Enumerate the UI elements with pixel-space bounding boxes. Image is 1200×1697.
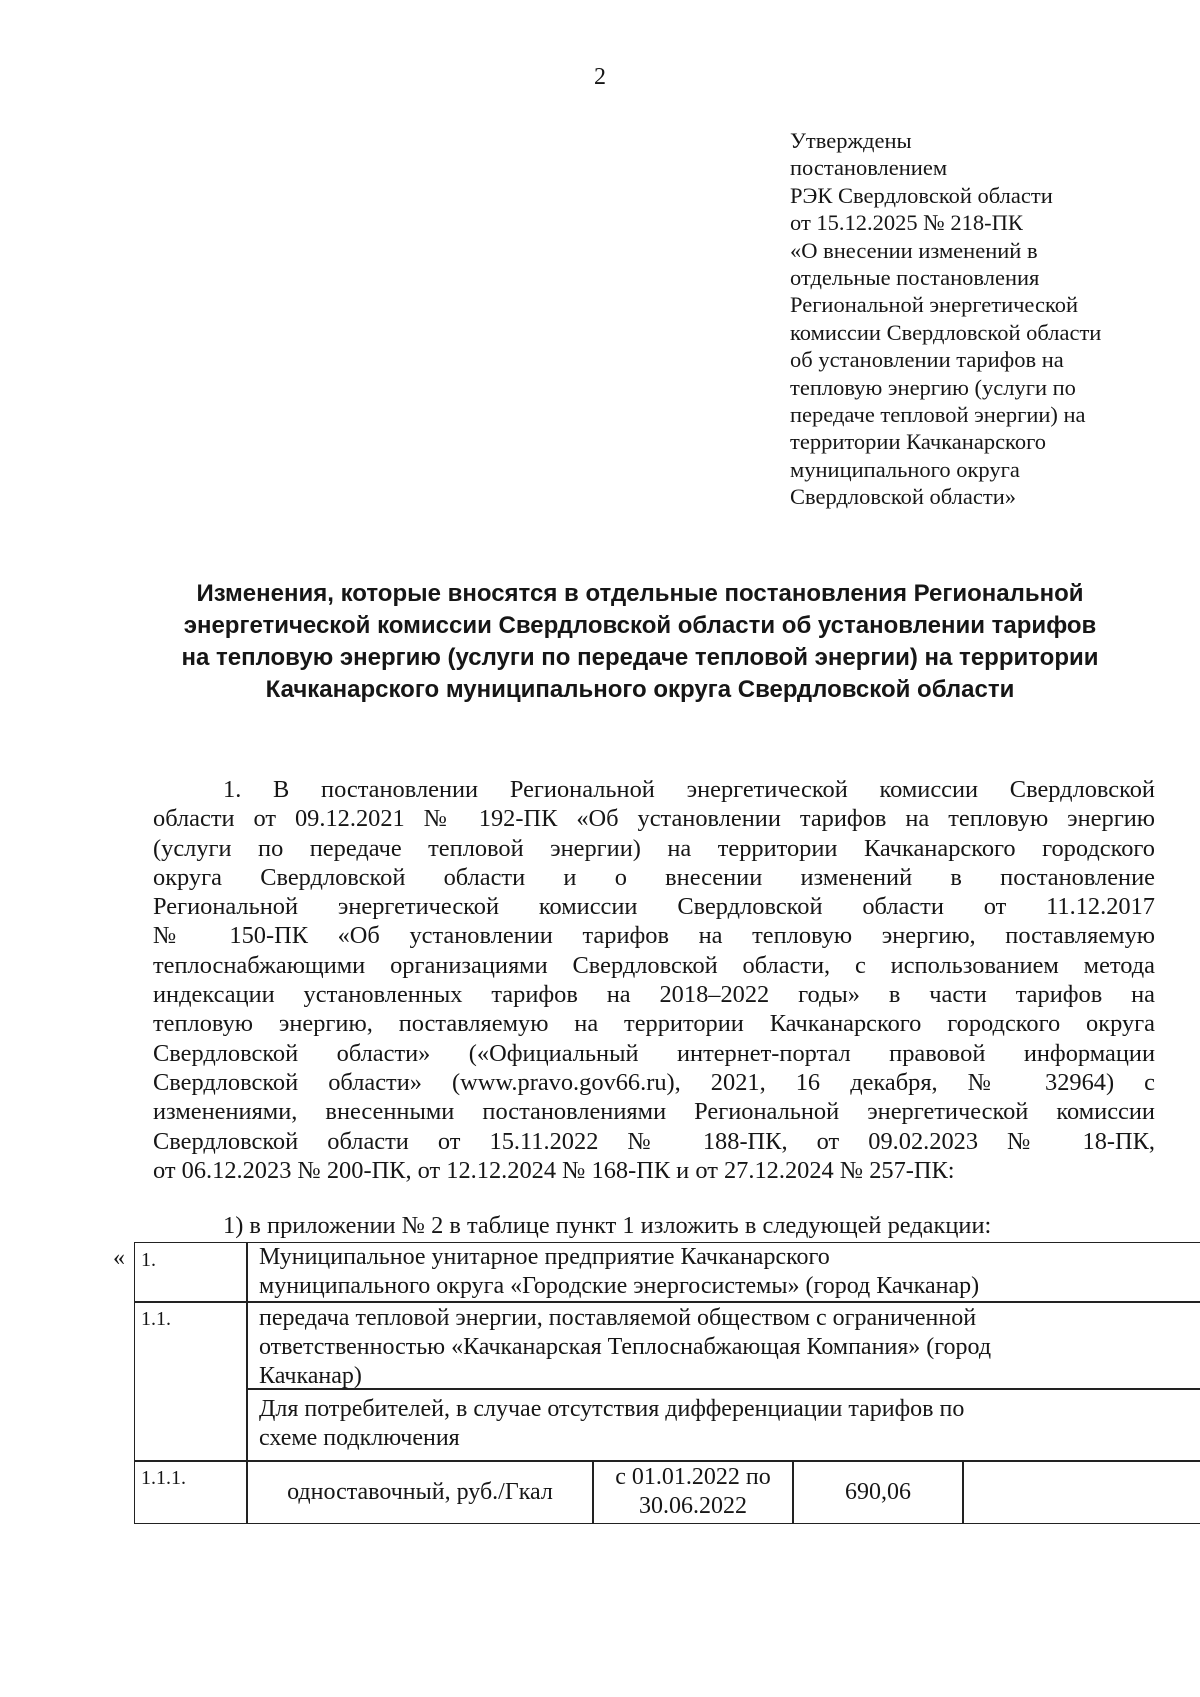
paragraph-line: изменениями, внесенными постановлениями Региональной энергетической комиссии	[153, 1098, 1155, 1126]
paragraph-line: Свердловской области от 15.11.2022 № 188-ПК, от 09.02.2023 № 18-ПК,	[153, 1127, 1155, 1155]
approval-line: постановлением	[790, 155, 948, 181]
list-item-1: 1) в приложении № 2 в таблице пункт 1 изложить в следующей редакции:	[223, 1212, 992, 1239]
cell-line: ответственностью «Качканарская Теплоснабжающая Компания» (город	[259, 1334, 992, 1360]
cell-line: Качканар)	[259, 1363, 362, 1389]
paragraph-line: (услуги по передаче тепловой энергии) на территории Качканарского городского	[153, 834, 1155, 862]
table-cell-organization	[246, 1242, 1200, 1303]
approval-line: РЭК Свердловской области	[790, 182, 1053, 208]
row-number: 1.1.1.	[141, 1467, 186, 1489]
period-line: 30.06.2022	[639, 1493, 747, 1519]
approval-line: тепловую энергию (услуги по	[790, 374, 1076, 400]
title-line: энергетической комиссии Свердловской области об установлении тарифов	[183, 612, 1097, 639]
title-line: на тепловую энергию (услуги по передаче тепловой энергии) на территории	[181, 644, 1099, 671]
approval-line: от 15.12.2025 № 218-ПК	[790, 210, 1023, 236]
approval-line: территории Качканарского	[790, 429, 1047, 455]
rate-type: одноставочный, руб./Гкал	[287, 1478, 553, 1505]
title-line: Качканарского муниципального округа Свердловской области	[265, 676, 1015, 703]
approval-line: Свердловской области»	[790, 484, 1017, 510]
tariff-value: 690,06	[845, 1478, 911, 1505]
cell-line: передача тепловой энергии, поставляемой обществом с ограниченной	[259, 1305, 977, 1331]
approval-line: Региональной энергетической	[790, 292, 1079, 318]
paragraph-line: Региональной энергетической комиссии Свердловской области от 11.12.2017	[153, 893, 1155, 921]
document-title	[140, 578, 1140, 706]
table-cell-value	[792, 1460, 964, 1524]
paragraph-line: Свердловской области» («Официальный интернет-портал правовой информации	[153, 1039, 1155, 1067]
table-cell-number	[134, 1301, 248, 1462]
row-number: 1.	[141, 1249, 156, 1271]
title-line: Изменения, которые вносятся в отдельные постановления Региональной	[196, 580, 1084, 607]
paragraph-1	[153, 775, 1155, 1185]
table-cell-period	[592, 1460, 794, 1524]
table-cell-rate	[246, 1460, 594, 1524]
approval-line: передаче тепловой энергии) на	[790, 402, 1086, 428]
table-cell-number	[134, 1460, 248, 1524]
cell-line: Для потребителей, в случае отсутствия дифференциации тарифов по	[259, 1396, 965, 1422]
paragraph-line: № 150-ПК «Об установлении тарифов на тепловую энергию, поставляемую	[153, 922, 1155, 950]
approval-line: муниципального округа	[790, 456, 1020, 482]
paragraph-line: индексации установленных тарифов на 2018–2022 годы» в части тарифов на	[153, 981, 1155, 1009]
cell-line: схеме подключения	[259, 1425, 460, 1451]
paragraph-line: от 06.12.2023 № 200-ПК, от 12.12.2024 № 168-ПК и от 27.12.2024 № 257-ПК:	[153, 1156, 955, 1184]
paragraph-line: тепловую энергию, поставляемую на территории Качканарского городского округа	[153, 1010, 1155, 1038]
approval-line: об установлении тарифов на	[790, 347, 1064, 373]
approval-block	[790, 127, 1190, 511]
paragraph-line: Свердловской области» (www.pravo.gov66.ru), 2021, 16 декабря, № 32964) с	[153, 1068, 1155, 1096]
table-cell-number	[134, 1242, 248, 1303]
paragraph-line: теплоснабжающими организациями Свердловской области, с использованием метода	[153, 951, 1155, 979]
table-cell-extra	[962, 1460, 1200, 1524]
approval-line: комиссии Свердловской области	[790, 319, 1102, 345]
approval-line: «О внесении изменений в	[790, 237, 1038, 263]
table-cell-consumers	[246, 1388, 1200, 1462]
cell-line: муниципального округа «Городские энергосистемы» (город Качканар)	[259, 1273, 980, 1299]
paragraph-line: области от 09.12.2021 № 192-ПК «Об установлении тарифов на тепловую энергию	[153, 805, 1155, 833]
page-number: 2	[594, 64, 606, 90]
paragraph-line: округа Свердловской области и о внесении изменений в постановление	[153, 863, 1155, 891]
approval-line: Утверждены	[790, 128, 912, 153]
period-line: с 01.01.2022 по	[615, 1464, 771, 1490]
paragraph-line: 1. В постановлении Региональной энергетической комиссии Свердловской	[223, 776, 1155, 803]
row-number: 1.1.	[141, 1308, 171, 1330]
opening-quote: «	[113, 1245, 125, 1271]
approval-line: отдельные постановления	[790, 265, 1040, 291]
table-cell-service	[246, 1301, 1200, 1390]
cell-line: Муниципальное унитарное предприятие Качканарского	[259, 1244, 830, 1270]
